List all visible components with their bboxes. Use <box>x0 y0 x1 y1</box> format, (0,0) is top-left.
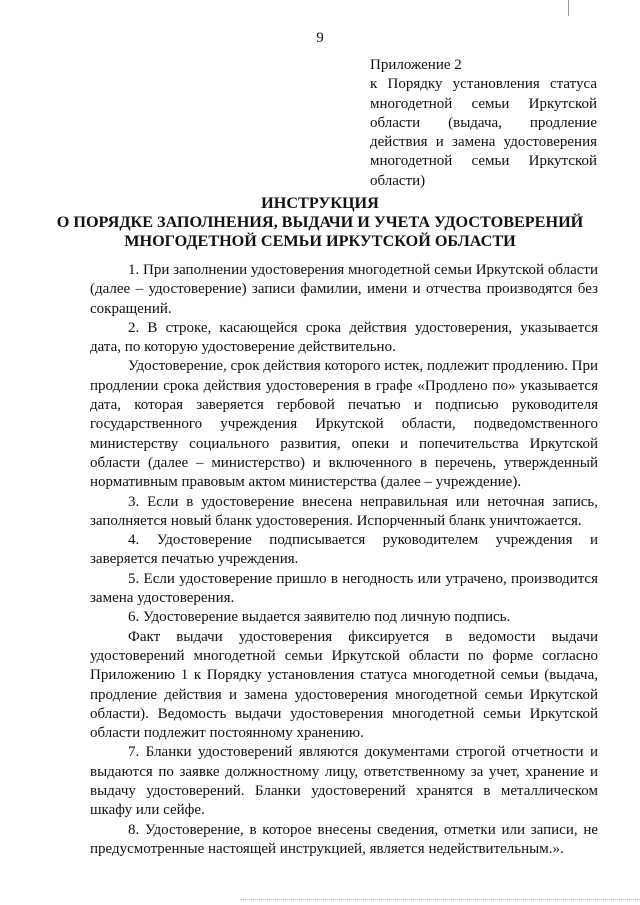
scan-edge-mark <box>568 0 569 16</box>
paragraph-1: 1. При заполнении удостоверения многодетной семьи Иркутской области (далее – удостоверение) записи фамилии, имени и отчества производятся без сокращений. <box>90 262 598 317</box>
paragraph-3: Удостоверение, срок действия которого истек, подлежит продлению. При продлении срока действия удостоверения в графе «Продлено по» указывается дата, которая заверяется гербовой печатью и подписью руководителя государственного учреждения Иркутской области, подведомственного министерству социального развития, опеки и попечительства Иркутской области (далее – министерство) и включенного в перечень, утвержденный нормативным правовым актом министерства (далее – учреждение). <box>90 358 599 491</box>
paragraph-2: 2. В строке, касающейся срока действия удостоверения, указывается дата, по которую удостоверение действительно. <box>90 319 598 356</box>
appendix-body: к Порядку установления статуса многодетной семьи Иркутской области (выдача, продление действия и замена удостоверения многодетной семьи Иркутской области) <box>370 76 597 189</box>
appendix-title: Приложение 2 <box>370 57 462 73</box>
paragraph-4: 3. Если в удостоверение внесена неправильная или неточная запись, заполняется новый бланк удостоверения. Испорченный бланк уничтожается. <box>90 493 598 529</box>
paragraph-10: 8. Удостоверение, в которое внесены сведения, отметки или записи, не предусмотренные настоящей инструкцией, является недействительным.». <box>90 821 598 857</box>
document-heading <box>40 194 600 251</box>
paragraph-6: 5. Если удостоверение пришло в негодность или утрачено, производится замена удостоверения. <box>90 570 598 607</box>
page-number: 9 <box>316 30 324 46</box>
bottom-scan-line <box>240 899 640 900</box>
paragraph-8: Факт выдачи удостоверения фиксируется в ведомости выдачи удостоверений многодетной семьи Иркутской области по форме согласно Приложению 1 к Порядку установления статуса многодетной семьи (выдача, продление действия и замена удостоверения многодетной семьи Иркутской области). Ведомость выдачи удостоверения многодетной семьи Иркутской области подлежит постоянному хранению. <box>90 628 598 742</box>
appendix-reference <box>370 56 597 191</box>
paragraph-9: 7. Бланки удостоверений являются документами строгой отчетности и выдаются по заявке должностному лицу, ответственному за учет, хранение и выдачу удостоверений. Бланки удостоверений хранятся в металлическом шкафу или сейфе. <box>90 744 598 819</box>
paragraph-5: 4. Удостоверение подписывается руководителем учреждения и заверяется печатью учреждения. <box>90 532 598 568</box>
heading-line-1: ИНСТРУКЦИЯ <box>261 194 379 212</box>
heading-line-3: МНОГОДЕТНОЙ СЕМЬИ ИРКУТСКОЙ ОБЛАСТИ <box>124 232 516 250</box>
paragraph-7: 6. Удостоверение выдается заявителю под личную подпись. <box>128 609 511 626</box>
instruction-body <box>90 261 598 859</box>
heading-line-2: О ПОРЯДКЕ ЗАПОЛНЕНИЯ, ВЫДАЧИ И УЧЕТА УДОСТОВЕРЕНИЙ <box>56 213 584 231</box>
